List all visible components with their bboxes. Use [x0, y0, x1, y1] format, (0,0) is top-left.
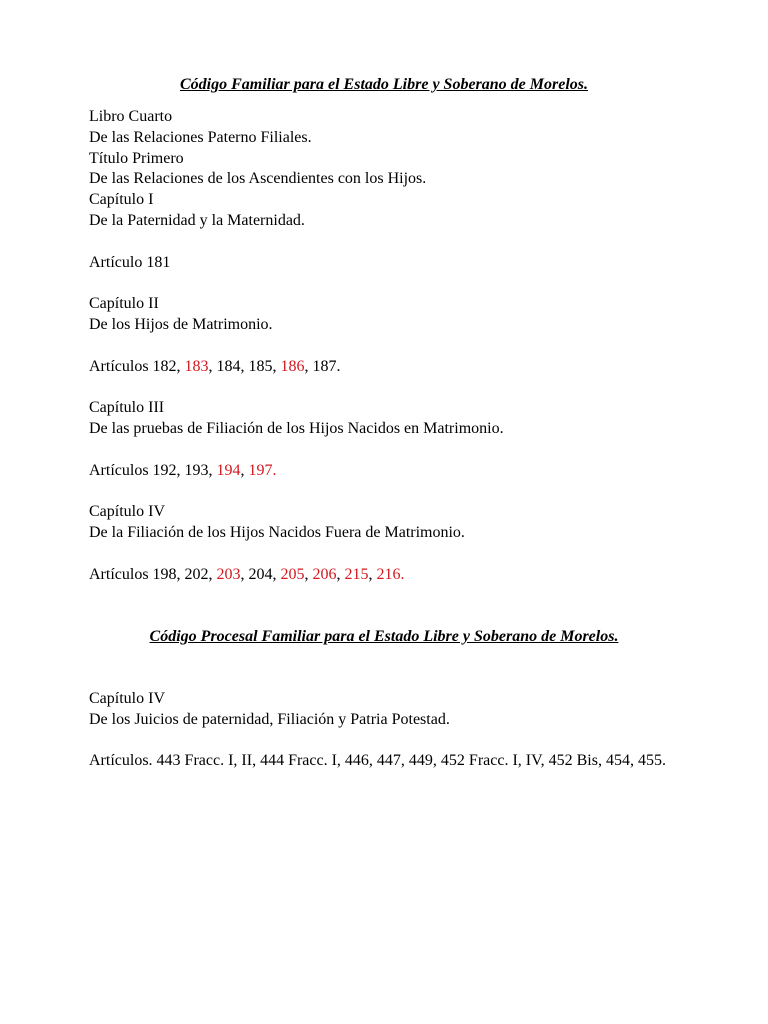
procesal-chapter-heading: Capítulo IV — [89, 690, 165, 707]
article-list-prefix: Artículos — [89, 461, 153, 479]
article-number: , 184, 185, — [208, 357, 281, 375]
article-number-highlighted: 205 — [280, 565, 305, 583]
article-list — [89, 565, 709, 586]
chapter-title: De las pruebas de Filiación de los Hijos Nacidos en Matrimonio. — [89, 419, 504, 437]
procesal-title: Código Procesal Familiar para el Estado Libre y Soberano de Morelos. — [149, 628, 619, 645]
article-number-highlighted: 215 — [344, 565, 369, 583]
intro-line-titulo: Título Primero — [89, 149, 184, 167]
spacer — [89, 481, 709, 502]
procesal-chapter-title: De los Juicios de paternidad, Filiación y Patria Potestad. — [89, 710, 450, 728]
article-list — [89, 461, 709, 482]
chapter-heading: Capítulo III — [89, 399, 165, 417]
chapter-title: De la Filiación de los Hijos Nacidos Fuera de Matrimonio. — [89, 523, 465, 541]
spacer — [89, 336, 709, 357]
codigo-procesal-section — [89, 689, 709, 772]
articulo-181: Artículo 181 — [89, 253, 171, 271]
spacer — [89, 273, 709, 294]
article-list-prefix: Artículos — [89, 565, 153, 583]
article-list-prefix: Artículos — [89, 357, 153, 375]
spacer — [89, 232, 709, 253]
spacer — [89, 731, 709, 752]
codigo-familiar-section — [89, 107, 709, 585]
spacer — [89, 440, 709, 461]
article-number: 182 — [152, 357, 177, 375]
article-number-highlighted: 186 — [280, 357, 305, 375]
article-number: 192, 193, — [152, 461, 217, 479]
spacer — [89, 377, 709, 398]
article-number-highlighted: 216. — [376, 565, 405, 583]
intro-line-titulo-title: De las Relaciones de los Ascendientes con los Hijos. — [89, 170, 427, 188]
article-tokens — [153, 462, 277, 479]
article-number: , — [304, 565, 313, 583]
chapter-heading: Capítulo II — [89, 295, 159, 313]
chapter-title: De los Hijos de Matrimonio. — [89, 315, 273, 333]
article-number-highlighted: 197. — [248, 461, 277, 479]
spacer — [89, 544, 709, 565]
intro-line-capitulo: Capítulo I — [89, 191, 154, 209]
article-number: , — [240, 461, 249, 479]
article-number: , — [336, 565, 345, 583]
article-number: , — [176, 357, 185, 375]
article-number: 198, 202, — [152, 565, 217, 583]
chapter-heading: Capítulo IV — [89, 503, 165, 521]
article-number-highlighted: 183 — [184, 357, 209, 375]
procesal-article-list: Artículos. 443 Fracc. I, II, 444 Fracc. I, 446, 447, 449, 452 Fracc. I, IV, 452 Bis, 454, 455. — [89, 752, 666, 770]
article-list — [89, 357, 709, 378]
article-number-highlighted: 203 — [216, 565, 241, 583]
article-tokens — [153, 358, 341, 375]
intro-line-libro-title: De las Relaciones Paterno Filiales. — [89, 128, 312, 146]
intro-line-capitulo-title: De la Paternidad y la Maternidad. — [89, 211, 305, 229]
article-tokens — [153, 566, 405, 583]
article-number: , 204, — [240, 565, 281, 583]
document-title: Código Familiar para el Estado Libre y Soberano de Morelos. — [179, 76, 588, 93]
intro-line-libro: Libro Cuarto — [89, 108, 173, 125]
article-number-highlighted: 194 — [216, 461, 241, 479]
article-number: , 187. — [304, 357, 341, 375]
article-number-highlighted: 206 — [312, 565, 337, 583]
article-number: , — [368, 565, 377, 583]
